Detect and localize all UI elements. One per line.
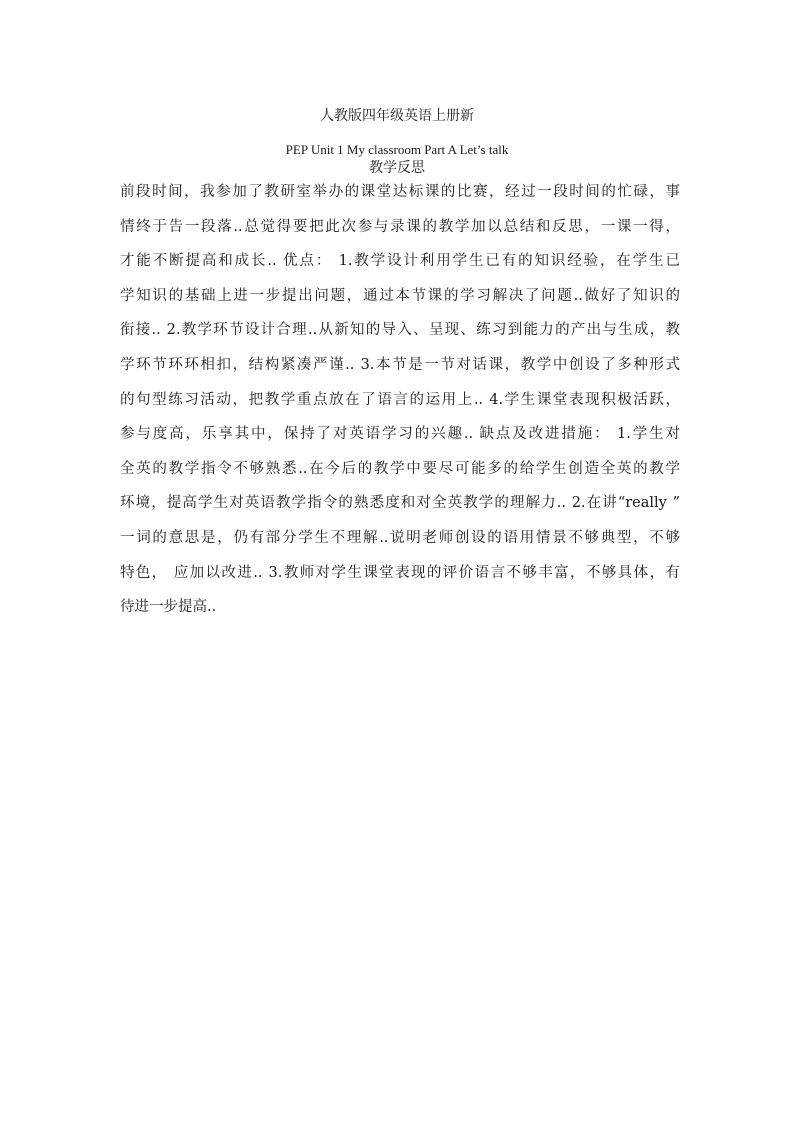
body-line-4: 学知识的基础上进一步提出问题，通过本节课的学习解决了问题..做好了知识的 bbox=[120, 287, 680, 304]
document-subtitle: PEP Unit 1 My classroom Part A Let’s talk bbox=[285, 142, 509, 157]
body-line-6: 学环节环环相扣，结构紧凑严谨.. 3.本节是一节对话课，教学中创设了多种形式 bbox=[120, 356, 680, 373]
body-line-10: 环境，提高学生对英语教学指令的熟悉度和对全英教学的理解力.. 2.在讲“really ” bbox=[120, 495, 680, 512]
body-line-8: 参与度高，乐享其中，保持了对英语学习的兴趣.. 缺点及改进措施： 1.学生对 bbox=[120, 426, 680, 443]
body-line-2: 情终于告一段落..总觉得要把此次参与录课的教学加以总结和反思，一课一得， bbox=[120, 218, 680, 235]
body-line-9: 全英的教学指令不够熟悉..在今后的教学中要尽可能多的给学生创造全英的教学 bbox=[120, 460, 680, 477]
document-title: 人教版四年级英语上册新 bbox=[320, 108, 474, 124]
body-line-1: 前段时间，我参加了教研室举办的课堂达标课的比赛，经过一段时间的忙碌，事 bbox=[120, 184, 680, 200]
body-line-13: 待进一步提高.. bbox=[120, 599, 217, 616]
body-line-3: 才能不断提高和成长.. 优点： 1.教学设计利用学生已有的知识经验，在学生已 bbox=[120, 253, 680, 270]
body-line-7: 的句型练习活动，把教学重点放在了语言的运用上.. 4.学生课堂表现积极活跃， bbox=[120, 391, 680, 408]
document-heading: 教学反思 bbox=[369, 160, 425, 176]
body-line-12: 特色， 应加以改进.. 3.教师对学生课堂表现的评价语言不够丰富，不够具体，有 bbox=[120, 564, 680, 581]
body-line-5: 衔接.. 2.教学环节设计合理..从新知的导入、呈现、练习到能力的产出与生成，教 bbox=[120, 322, 680, 339]
body-line-11: 一词的意思是，仍有部分学生不理解..说明老师创设的语用情景不够典型，不够 bbox=[120, 529, 680, 546]
reflection-body bbox=[120, 175, 680, 625]
